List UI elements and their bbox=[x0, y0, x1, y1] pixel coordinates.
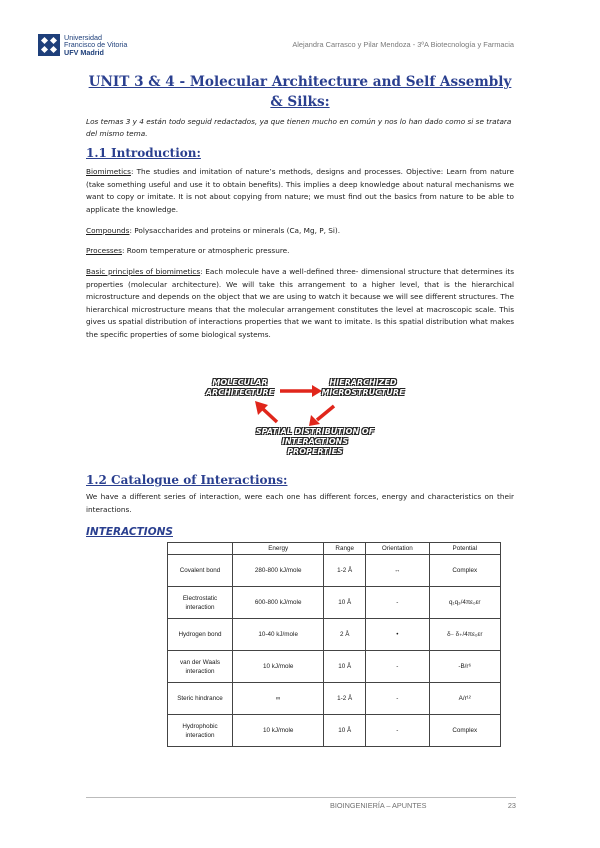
logo-line-1: Universidad bbox=[64, 32, 102, 42]
table-header-cell: Energy bbox=[233, 543, 324, 555]
table-row bbox=[168, 683, 501, 715]
document-title: UNIT 3 & 4 - Molecular Architecture and Self Assembly & Silks: bbox=[88, 74, 512, 110]
table-cell: Complex bbox=[429, 555, 500, 587]
arrow-c-to-a bbox=[263, 409, 277, 422]
paragraph-biomimetics bbox=[86, 166, 514, 216]
table-cell: 10 Å bbox=[324, 715, 366, 747]
table-cell: 10 kJ/mole bbox=[233, 651, 324, 683]
footer-label: BIOINGENIERÍA – APUNTES bbox=[330, 801, 427, 810]
table-cell: 10-40 kJ/mole bbox=[233, 619, 324, 651]
table-row bbox=[168, 715, 501, 747]
table-header-cell: Orientation bbox=[366, 543, 429, 555]
footer bbox=[330, 801, 516, 810]
table-cell: 280-800 kJ/mole bbox=[233, 555, 324, 587]
table-cell: - bbox=[366, 651, 429, 683]
table-cell: Complex bbox=[429, 715, 500, 747]
ufv-emblem-icon bbox=[38, 34, 60, 56]
biomimetics-diagram bbox=[200, 374, 410, 474]
table-row bbox=[168, 651, 501, 683]
table-cell: δ₋ δ₊/4πε₀εr bbox=[429, 619, 500, 651]
table-cell: 1-2 Å bbox=[324, 683, 366, 715]
table-header-cell bbox=[168, 543, 233, 555]
paragraph-processes bbox=[86, 245, 514, 258]
footer-rule bbox=[86, 797, 516, 798]
table-header-cell: Range bbox=[324, 543, 366, 555]
diagram-node-hierarchized-microstructure: HIERARCHIZED MICROSTRUCTURE bbox=[321, 378, 405, 397]
section-heading-introduction: 1.1 Introduction: bbox=[86, 146, 201, 160]
diagram-node-molecular-architecture: MOLECULAR ARCHITECTURE bbox=[205, 378, 275, 397]
table-row bbox=[168, 619, 501, 651]
interactions-heading: INTERACTIONS bbox=[86, 526, 173, 538]
logo-line-2: Francisco de Vitoria bbox=[64, 40, 128, 50]
table-cell: - bbox=[366, 715, 429, 747]
table-cell: q₁q₂/4πε₀εr bbox=[429, 587, 500, 619]
term-biomimetics: Biomimetics bbox=[86, 167, 131, 176]
paragraph-catalogue: We have a different series of interaction, were each one has different forces, energy and characteristics on their interactions. bbox=[86, 492, 514, 514]
table-cell: van der Waals interaction bbox=[168, 651, 233, 683]
header-author: Alejandra Carrasco y Pilar Mendoza - 3ºA Biotecnología y Farmacia bbox=[292, 40, 514, 49]
table-cell: ∞ bbox=[233, 683, 324, 715]
table-cell: Steric hindrance bbox=[168, 683, 233, 715]
table-cell: -B/r⁶ bbox=[429, 651, 500, 683]
table-cell: - bbox=[366, 587, 429, 619]
table-cell: • bbox=[366, 619, 429, 651]
table-header-cell: Potential bbox=[429, 543, 500, 555]
table-cell: 10 Å bbox=[324, 651, 366, 683]
diagram-node-spatial-distribution: SPATIAL DISTRIBUTION OF INTERACTIONS PROPERTIES bbox=[255, 427, 375, 456]
text-principles: : Each molecule have a well-defined three- dimensional structure that determines its properties (molecular architecture). We will take this arrangement to a higher level, that is the hierarchical microstructure and depends on the object that we are using to watch it because we will see different structures. The hierarchical microstructure means that the molecular arrangement constitutes the level at macroscopic scale. This gives us spatial distribution of interactions properties that we want to imitate. Is this spatial distribution what makes the specific properties of some biological systems. bbox=[86, 267, 514, 339]
term-compounds: Compounds bbox=[86, 226, 130, 235]
table-cell: ↔ bbox=[366, 555, 429, 587]
paragraph-principles bbox=[86, 266, 514, 341]
text-compounds: : Polysaccharides and proteins or minerals (Ca, Mg, P, Si). bbox=[129, 226, 341, 235]
table-cell: Electrostatic interaction bbox=[168, 587, 233, 619]
table-cell: 2 Å bbox=[324, 619, 366, 651]
term-processes: Processes bbox=[86, 246, 122, 255]
arrow-b-to-c bbox=[317, 406, 334, 420]
table-row bbox=[168, 587, 501, 619]
table-cell: - bbox=[366, 683, 429, 715]
table-cell: Hydrogen bond bbox=[168, 619, 233, 651]
table-cell: Hydrophobic interaction bbox=[168, 715, 233, 747]
university-logo bbox=[38, 32, 138, 58]
table-cell: Covalent bond bbox=[168, 555, 233, 587]
section-heading-catalogue: 1.2 Catalogue of Interactions: bbox=[86, 473, 288, 487]
paragraph-compounds bbox=[86, 225, 514, 238]
logo-wordmark bbox=[64, 34, 127, 57]
term-principles: Basic principles of biomimetics bbox=[86, 267, 201, 276]
table-cell: 600-800 kJ/mole bbox=[233, 587, 324, 619]
table-cell: 10 Å bbox=[324, 587, 366, 619]
text-processes: : Room temperature or atmospheric pressure. bbox=[121, 246, 290, 255]
table-header-row bbox=[168, 543, 501, 555]
table-row bbox=[168, 555, 501, 587]
logo-line-3: UFV Madrid bbox=[64, 47, 104, 57]
table-cell: 10 kJ/mole bbox=[233, 715, 324, 747]
interactions-table bbox=[167, 542, 501, 747]
table-cell: 1-2 Å bbox=[324, 555, 366, 587]
table-cell: A/r¹² bbox=[429, 683, 500, 715]
intro-note: Los temas 3 y 4 están todo seguid redactados, ya que tienen mucho en común y nos lo han dado como si se tratara del mismo tema. bbox=[86, 117, 512, 138]
text-biomimetics: : The studies and imitation of nature’s methods, designs and processes. Objective: Learn from nature (take something useful and use it to obtain benefits). This implies a deep knowledge about natural mechanisms we want to copy or imitate. It is not about copying from nature; we must find out the basics from nature to be able to applicate the knowledge. bbox=[86, 167, 514, 214]
page-number: 23 bbox=[507, 801, 516, 810]
